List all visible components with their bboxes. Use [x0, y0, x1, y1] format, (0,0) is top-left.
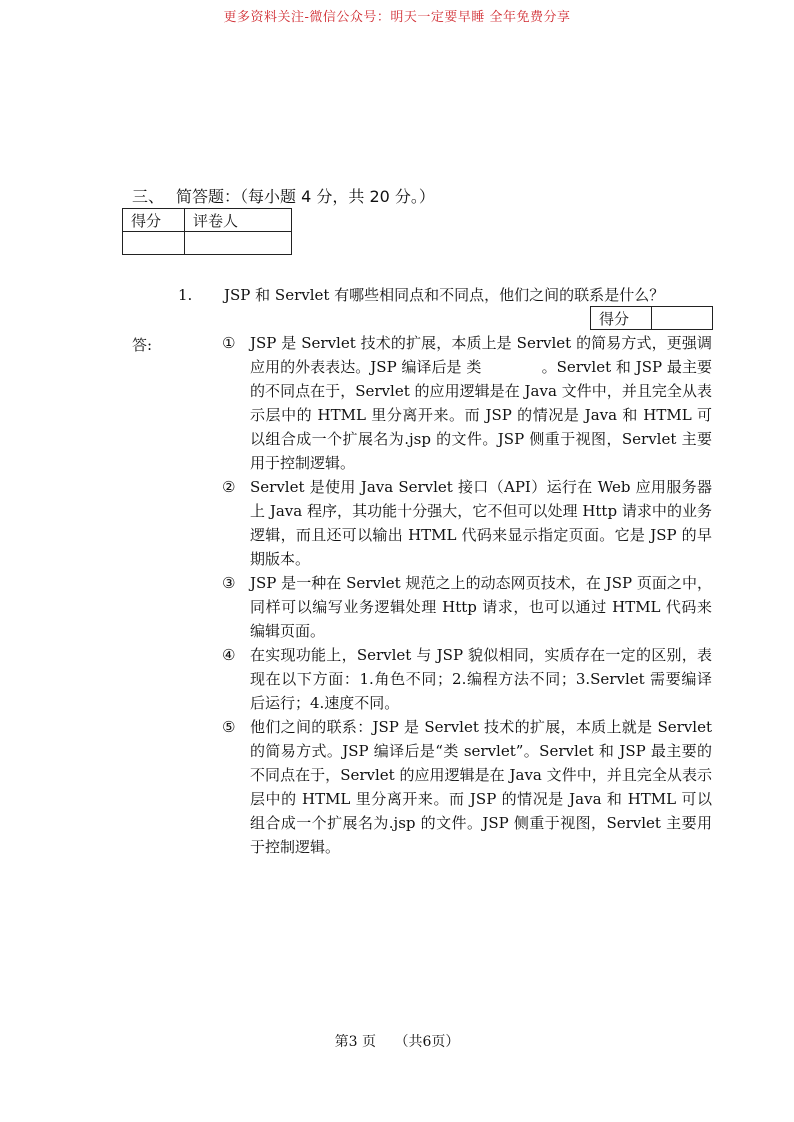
answer-item [222, 643, 712, 715]
question-score-label: 得分 [591, 307, 652, 330]
answer-list [222, 331, 712, 859]
question-score-table [590, 306, 713, 330]
section-number: 三、 [132, 187, 165, 206]
answer-text: Servlet 是使用 Java Servlet 接口（API）运行在 Web 应用服务器上 Java 程序，其功能十分强大，它不但可以处理 Http 请求中的业务逻辑，而且还可以输出 HTML 代码来显示指定页面。它是 JSP 的早期版本。 [250, 478, 712, 568]
score-value-cell[interactable] [123, 232, 185, 255]
answer-text: 在实现功能上，Servlet 与 JSP 貌似相同，实质存在一定的区别，表现在以下方面：1.角色不同；2.编程方法不同；3.Servlet 需要编译后运行；4.速度不同。 [250, 646, 712, 712]
grader-value-cell[interactable] [185, 232, 292, 255]
answer-item [222, 571, 712, 643]
section-heading [132, 184, 435, 207]
page-footer: 第3 页 （共6页） [334, 1034, 460, 1050]
answer-label: 答: [132, 336, 153, 354]
answer-marker: ③ [222, 574, 236, 592]
question-text: JSP 和 Servlet 有哪些相同点和不同点，他们之间的联系是什么？ [224, 286, 665, 304]
answer-item [222, 331, 712, 475]
answer-item [222, 715, 712, 859]
score-label-cell: 得分 [123, 209, 185, 232]
answer-marker: ① [222, 334, 236, 352]
promo-banner: 更多资料关注-微信公众号：明天一定要早睡 全年免费分享 [223, 10, 571, 25]
answer-marker: ④ [222, 646, 236, 664]
grader-label-cell: 评卷人 [185, 209, 292, 232]
section-title: 简答题：（每小题 4 分，共 20 分。） [176, 187, 435, 206]
answer-text: JSP 是一种在 Servlet 规范之上的动态网页技术，在 JSP 页面之中，同样可以编写业务逻辑处理 Http 请求，也可以通过 HTML 代码来编辑页面。 [250, 574, 712, 640]
answer-marker: ⑤ [222, 718, 236, 736]
question-1 [178, 284, 664, 305]
grader-score-table [122, 208, 292, 255]
question-score-value[interactable] [652, 307, 713, 330]
answer-marker: ② [222, 478, 236, 496]
question-number: 1. [178, 286, 193, 304]
answer-text: 他们之间的联系：JSP 是 Servlet 技术的扩展，本质上就是 Servlet 的简易方式。JSP 编译后是“类 servlet”。Servlet 和 JSP 最主要的不同点在于，Servlet 的应用逻辑是在 Java 文件中，并且完全从表示层中的 HTML 里分离开来。而 JSP 的情况是 Java 和 HTML 可以组合成一个扩展名为.jsp 的文件。JSP 侧重于视图，Servlet 主要用于控制逻辑。 [250, 718, 712, 856]
answer-text: JSP 是 Servlet 技术的扩展，本质上是 Servlet 的简易方式，更强调应用的外表表达。JSP 编译后是 类 。Servlet 和 JSP 最主要的不同点在于，Servlet 的应用逻辑是在 Java 文件中，并且完全从表示层中的 HTML 里分离开来。而 JSP 的情况是 Java 和 HTML 可以组合成一个扩展名为.jsp 的文件。JSP 侧重于视图，Servlet 主要用于控制逻辑。 [250, 334, 712, 472]
answer-item [222, 475, 712, 571]
